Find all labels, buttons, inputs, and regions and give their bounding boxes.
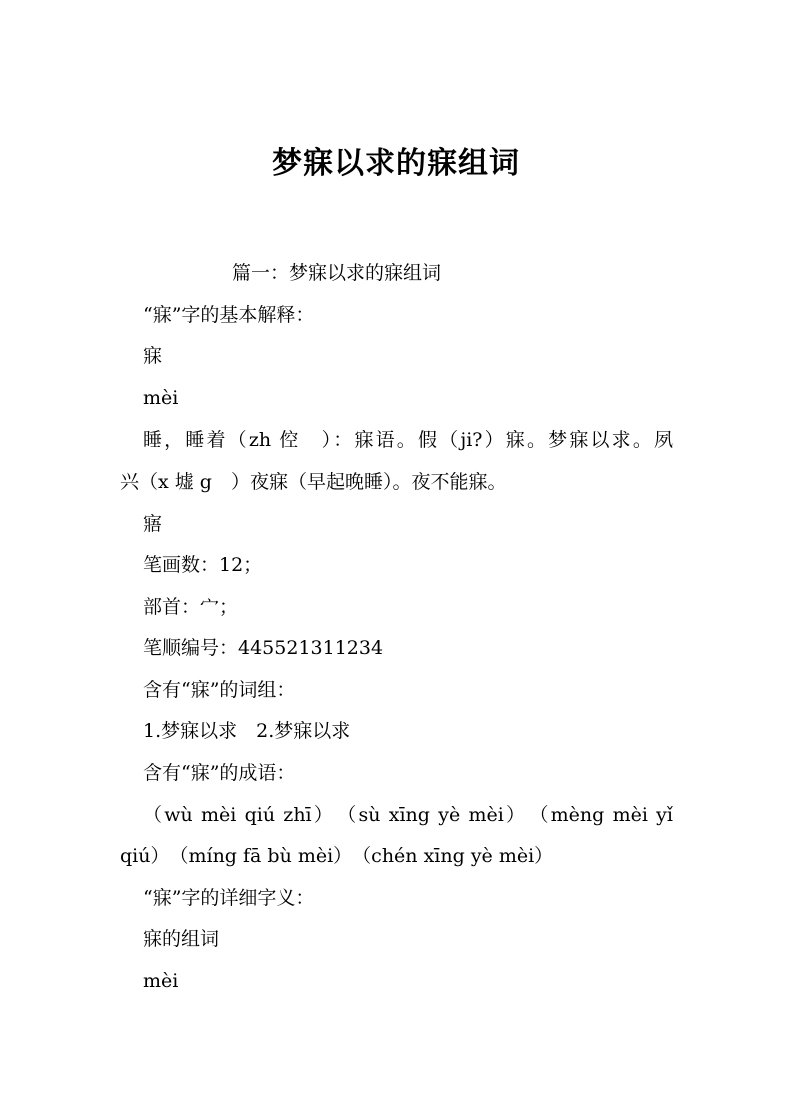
- text-line: 寤: [143, 513, 163, 535]
- text-line: 笔画数：12；: [143, 554, 263, 576]
- text-line: 睡，睡着（zh 倥 ）：寐语。假（ji?）寐。梦寐以求。夙: [143, 429, 673, 451]
- text-line: 寐: [143, 345, 163, 367]
- text-line: qiú） （míng fā bù mèi） （chén xīng yè mèi）: [120, 845, 554, 867]
- text-line: “寐”字的详细字义：: [143, 887, 315, 909]
- text-line: 含有“寐”的词组：: [143, 679, 296, 701]
- text-line: “寐”字的基本解释：: [143, 304, 315, 326]
- text-line: 部首：宀；: [143, 596, 239, 618]
- text-line: 含有“寐”的成语：: [143, 762, 296, 784]
- text-line: 1.梦寐以求 2.梦寐以求: [143, 720, 351, 742]
- text-line: mèi: [143, 970, 179, 992]
- text-line: （wù mèi qiú zhī） （sù xīng yè mèi） （mèng mèi yǐ: [143, 804, 673, 826]
- text-line: 笔顺编号：445521311234: [143, 637, 384, 659]
- text-line: 兴（x 墟 g ）夜寐（早起晚睡）。夜不能寐。: [120, 471, 507, 493]
- document-title: 梦寐以求的寐组词: [272, 146, 520, 181]
- text-line: mèi: [143, 387, 179, 409]
- section-heading: 篇一：梦寐以求的寐组词: [232, 262, 442, 284]
- text-line: 寐的组词: [143, 928, 220, 950]
